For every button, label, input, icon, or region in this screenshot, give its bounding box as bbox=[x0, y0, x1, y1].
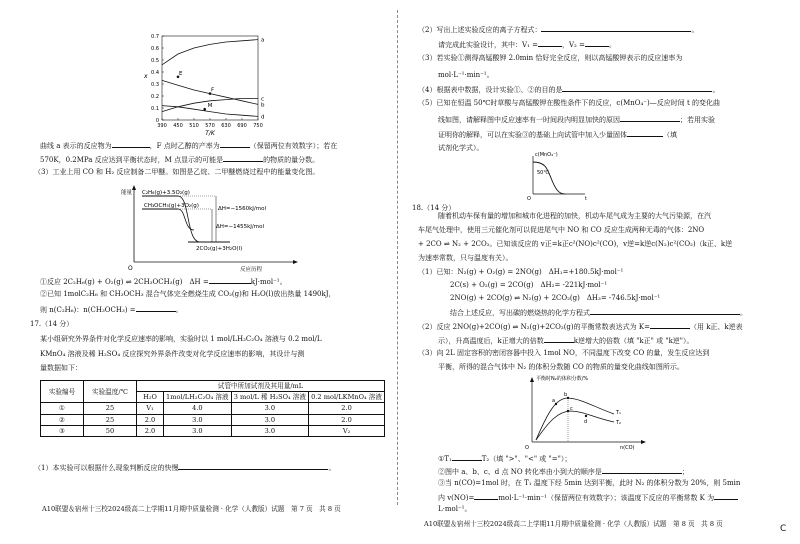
x-tick-label: 570 bbox=[205, 123, 215, 129]
question-18-p3: + 2CO ⇌ N₂ + 2CO₂。已知该反应的 v正=k正c²(NO)c²(CO)，v逆=k逆c(N₂)c²(CO₂)（k正、k逆 bbox=[418, 240, 733, 248]
left-footer: A10联盟＆宿州十三校2024级高二上学期11月期中质量检测 · 化学（人教版）试题 第 7 页 共 8 页 bbox=[42, 505, 341, 513]
question-18-p4: 为速率常数，只与温度有关）。 bbox=[418, 254, 513, 262]
question-17-p3: 量数据如下： bbox=[40, 364, 82, 372]
question-3-2b: 则 n(C₂H₆)：n(CH₃OCH₃) = 。 bbox=[40, 306, 183, 314]
question-4: （4）根据表中数据，设计实验①、②的目的是 。 bbox=[418, 86, 720, 94]
question-18-1: （1）已知：N₂(g) + O₂(g) = 2NO(g) ΔH₁=+180.5kJ·mol⁻¹ bbox=[418, 268, 624, 276]
y-tick-label: 0.6 bbox=[151, 45, 159, 52]
point-label-F: F bbox=[211, 87, 215, 94]
n2-curve-t1: T₁ bbox=[616, 410, 622, 416]
question-a-line1: 曲线 a 表示的反应物为 ，F 点时乙醇的产率为 （保留两位有效数字）；若在 bbox=[40, 142, 338, 150]
energy-origin: O bbox=[128, 265, 133, 272]
x-tick-label: 510 bbox=[189, 123, 199, 129]
right-footer: A10联盟＆宿州十三校2024级高二上学期11月期中质量检测 · 化学（人教版）试题 第 8 页 共 8 页 bbox=[424, 520, 723, 528]
energy-dh1: ΔH=−1560kJ/mol bbox=[218, 206, 267, 212]
point-label-E: E bbox=[179, 70, 183, 77]
series-label-a: a bbox=[261, 37, 265, 44]
x-tick-label: 630 bbox=[221, 123, 231, 129]
question-18-3-3c: L·mol⁻¹。 bbox=[438, 505, 472, 513]
x-axis-label: T/K bbox=[205, 130, 215, 137]
page-divider bbox=[397, 10, 398, 505]
x-tick-label: 390 bbox=[157, 123, 167, 129]
mno4-temp: 50℃ bbox=[537, 170, 549, 176]
n2-point-b: b bbox=[564, 392, 568, 398]
question-18-p2: 车尾气处理中，使用三元催化剂可以促进尾气中 NO 和 CO 反应生成两种无毒的气体：2NO bbox=[418, 226, 705, 234]
question-3b: mol·L⁻¹·min⁻¹。 bbox=[438, 71, 494, 79]
question-3-2a: ②已知 1molC₂H₆ 和 CH₃OCH₃ 混合气体完全燃烧生成 CO₂(g)和 H₂O(l)放出热量 1490kJ， bbox=[40, 290, 336, 298]
chart-mole-fraction bbox=[140, 28, 290, 138]
question-17-p1: 某小组研究外界条件对化学反应速率的影响，实验时以 1 mol/LH₂C₂O₄ 溶液与 0.2 mol/L bbox=[40, 335, 322, 343]
x-tick-label: 450 bbox=[173, 123, 183, 129]
table-header-temp: 实验温度/℃ bbox=[84, 381, 137, 403]
question-18-p1: 随着机动车保有量的增加和城市化进程的加快，机动车尾气成为主要的大气污染源，在汽 bbox=[438, 212, 711, 220]
series-label-b: b bbox=[261, 102, 265, 109]
experiment-table bbox=[40, 380, 385, 437]
question-17-1: （1）本实验可以根据什么现象判断反应的快慢 。 bbox=[34, 464, 336, 472]
y-tick-label: 0.7 bbox=[151, 33, 159, 40]
question-18-3-1: ①T₁ T₂（填 ">"、"<" 或 "="）； bbox=[438, 455, 572, 463]
n2-fraction-chart bbox=[522, 372, 652, 452]
question-2: （2）写出上述实验反应的离子方程式： 。 bbox=[418, 26, 699, 34]
question-3-intro: （3）工业上用 CO 和 H₂ 反应制备二甲醚。如图是乙烷、二甲醚燃烧过程中的能量变化图。 bbox=[34, 168, 320, 176]
y-tick-label: 0.4 bbox=[151, 69, 159, 76]
energy-label-products: 2CO₂(g)+3H₂O(l) bbox=[196, 246, 243, 252]
y-axis-label: x bbox=[144, 73, 148, 80]
y-tick-label: 0.3 bbox=[151, 81, 159, 88]
energy-dh2: ΔH=−1455kJ/mol bbox=[216, 224, 265, 230]
question-18-2b: 示），升高温度后，k正增大的倍数 k逆增大的倍数（填 "k正" 或 "k逆"）。 bbox=[438, 337, 694, 345]
n2-point-c: c bbox=[570, 406, 573, 412]
table-header-col: 1mol/LH₂C₂O₄ 溶液 bbox=[164, 392, 232, 403]
question-18-3-2: ②图中 a、b、c、d 点 NO 转化率由小到大的顺序是 ； bbox=[438, 468, 689, 476]
table-header-col: 0.2 mol/LKMnO₄ 溶液 bbox=[309, 392, 385, 403]
y-tick-label: 0.1 bbox=[151, 105, 159, 112]
mno4-origin: O bbox=[527, 196, 531, 202]
question-5b: 线如图，请解释图中反应速率有一时间段内明显加快的原因 ；若用实验 bbox=[438, 116, 715, 124]
table-header-col: 3 mol/L 稀 H₂SO₄ 溶液 bbox=[231, 392, 308, 403]
n2-origin: O bbox=[525, 445, 529, 451]
n2-curve-t2: T₂ bbox=[616, 420, 622, 426]
question-17-title: 17.（14 分） bbox=[30, 320, 74, 328]
question-18-1b: 2C(s) + O₂(g) = 2CO(g) ΔH₂= -221kJ·mol⁻¹ bbox=[450, 281, 608, 289]
series-label-c: c bbox=[261, 96, 265, 103]
table-row: ③ 50 2.0 3.0 3.0 V₂ bbox=[41, 425, 385, 436]
question-17-p2: KMnO₄ 溶液及稀 H₂SO₄ 反应探究外界条件改变对化学反应速率的影响，其设计与测 bbox=[40, 350, 305, 358]
energy-diagram bbox=[120, 182, 300, 274]
question-5a: （5）已知在恒温 50℃时草酸与高锰酸钾在酸性条件下的反应，c(MnO₄⁻)—反应时间 t 的变化曲 bbox=[418, 99, 720, 107]
question-18-3-3b: 内 v(NO)= mol·L⁻¹·min⁻¹（保留两位有效数字）；该温度下反应的平衡常数 K 为 bbox=[438, 492, 738, 503]
question-2-sub: 请完成此实验设计，其中：V₁ = ，V₂ = 。 bbox=[438, 41, 616, 49]
corner-letter: C bbox=[780, 524, 787, 534]
question-5c: 证明你的解释，可以在实验③的基础上向试管中加入少量固体 （填 bbox=[438, 131, 677, 139]
question-18-1d: 结合上述反应，写出碳的燃烧热的化学方程式 。 bbox=[450, 309, 747, 317]
series-line-a bbox=[162, 40, 258, 65]
n2-point-d: d bbox=[584, 419, 588, 425]
question-a-line2: 570K，0.2MPa 反应达到平衡状态时，M 点显示的可能是 的物质的量分数。 bbox=[40, 156, 320, 164]
question-3a: （3）若实验①测得高锰酸钾 2.0min 恰好完全反应，则以高锰酸钾表示的反应速率为 bbox=[418, 54, 683, 62]
question-18-3b: 平衡，所得的混合气体中 N₂ 的体积分数随 CO 的物质的量变化曲线如图所示。 bbox=[438, 363, 684, 371]
question-18-3-3a: ③当 n(CO)=1mol 时，在 T₁ 温度下经 5min 达到平衡，此时 N₂ 的体积分数为 20%，则 5min bbox=[438, 479, 741, 487]
point-M bbox=[203, 108, 206, 111]
question-18-2a: （2）反应 2NO(g)+2CO(g) ⇌ N₂(g)+2CO₂(g)的平衡常数表达式为 K= （用 k正、k逆表 bbox=[418, 323, 743, 331]
table-header-col: H₂O bbox=[137, 392, 164, 403]
mno4-concentration-chart bbox=[525, 150, 595, 202]
mno4-ylabel: c(MnO₄⁻) bbox=[535, 152, 558, 158]
table-header-group: 试管中所加试剂及其用量/mL bbox=[137, 381, 385, 392]
point-label-M: M bbox=[207, 103, 213, 110]
y-tick-label: 0.2 bbox=[151, 93, 159, 100]
table-header-no: 实验编号 bbox=[41, 381, 84, 403]
x-tick-label: 750 bbox=[253, 123, 263, 129]
energy-ylabel: 能量 bbox=[121, 190, 133, 196]
question-18-title: 18.（14 分） bbox=[412, 204, 456, 212]
x-tick-label: 690 bbox=[237, 123, 247, 129]
n2-xlabel: n(CO) bbox=[620, 445, 635, 451]
question-3-1: ①反应 2C₂H₆(g) + O₂(g) ⇌ 2CH₃OCH₃(g) ΔH = kJ·mol⁻¹。 bbox=[40, 278, 287, 286]
energy-label-dme: CH₃OCH₃(g)+3O₂(g) bbox=[144, 203, 199, 209]
mno4-xlabel: t bbox=[585, 196, 587, 202]
series-label-d: d bbox=[261, 114, 265, 121]
n2-ylabel: 平衡时N₂的体积分数/% bbox=[536, 376, 589, 382]
question-18-3a: （3）向 2L 固定容积的密闭容器中投入 1mol NO，不同温度下改变 CO 的量，发生反应达到 bbox=[418, 349, 710, 357]
table-row: ② 25 2.0 3.0 3.0 2.0 bbox=[41, 414, 385, 425]
energy-label-ethane: C₂H₆(g)+3.5O₂(g) bbox=[142, 190, 190, 196]
y-tick-label: 0 bbox=[155, 117, 159, 124]
energy-xlabel: 反应历程 bbox=[240, 267, 263, 273]
table-row: ① 25 V₁ 4.0 3.0 2.0 bbox=[41, 403, 385, 414]
question-5d: 试剂化学式）。 bbox=[438, 144, 484, 152]
question-18-1c: 2NO(g) + 2CO(g) ⇌ N₂(g) + 2CO₂(g) ΔH₃= -746.5kJ·mol⁻¹ bbox=[450, 294, 661, 302]
n2-point-a: a bbox=[552, 398, 556, 404]
y-tick-label: 0.5 bbox=[151, 57, 159, 64]
